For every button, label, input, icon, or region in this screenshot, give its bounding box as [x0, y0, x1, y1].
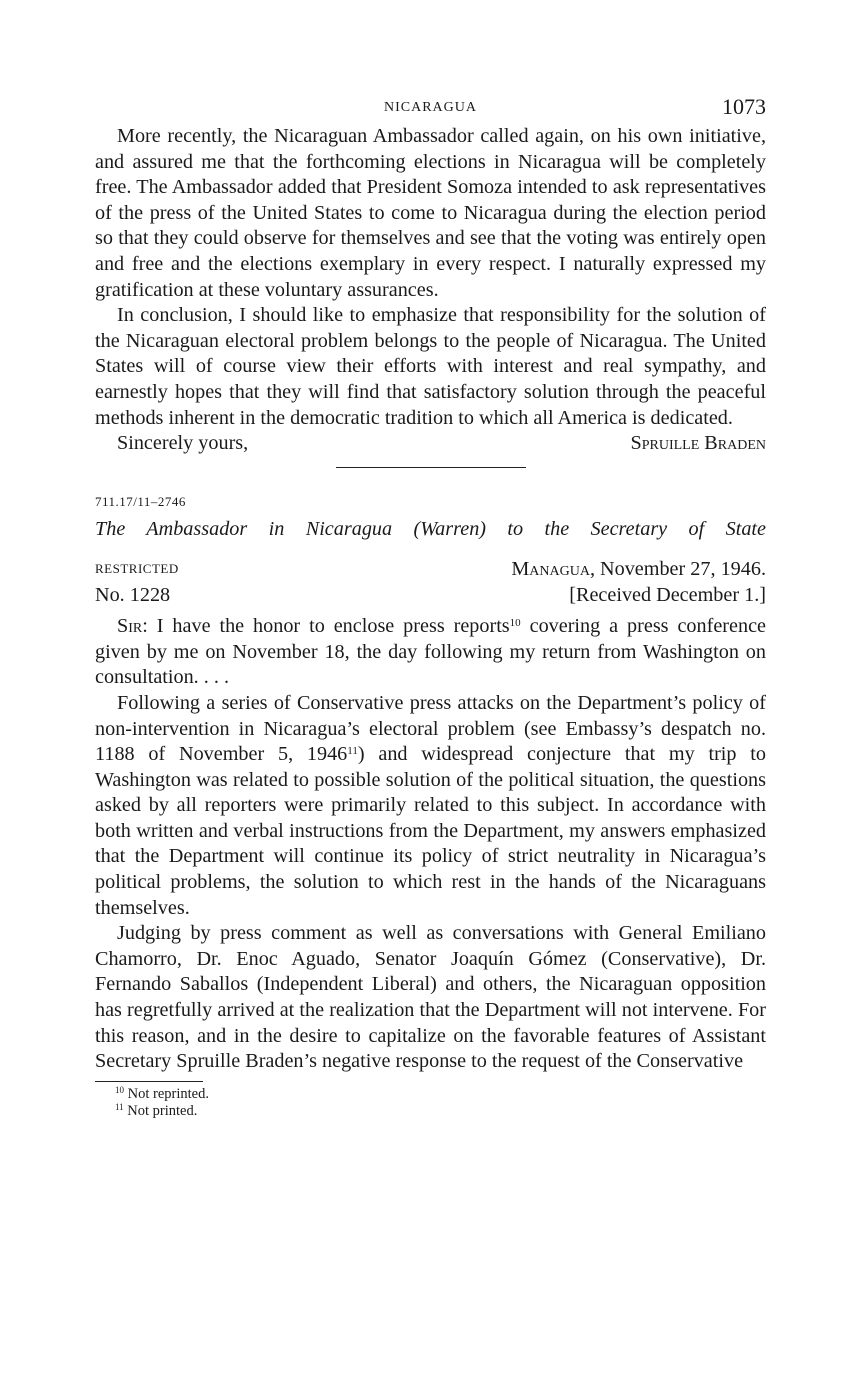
- complimentary-close: Sincerely yours,: [117, 432, 249, 455]
- file-number: 711.17/11–2746: [95, 494, 186, 510]
- doc2-paragraph-3: Judging by press comment as well as conversations with General Emiliano Chamorro, Dr. Enoc Aguado, Senator Joaquín Gómez (Conservative), Dr. Fernando Saballos (Independent Liberal) and others, the Nicaraguan opposition has regretfully arrived at the realization that the Department will not intervene. For this reason, and in the desire to capitalize on the favorable features of Assistant Secretary Spruille Braden’s negative response to the request of the Conservative: [95, 922, 766, 1073]
- footnote-ref-10: 10: [509, 617, 521, 630]
- doc2-paragraph-2-text-a: Following a series of Conservative press attacks on the Department’s policy of non-intervention in Nicaragua’s electoral problem (see Embassy’s despatch no. 1188 of November 5, 1946: [95, 691, 766, 766]
- page-number: 1073: [722, 94, 766, 119]
- footnote-10: [95, 1086, 766, 1103]
- document-title: The Ambassador in Nicaragua (Warren) to the Secretary of State: [95, 518, 766, 541]
- footnote-text: Not reprinted.: [124, 1085, 209, 1102]
- footnote-marker: 11: [115, 1101, 124, 1112]
- salutation: Sir: [117, 615, 143, 638]
- footnote-rule: [95, 1081, 203, 1082]
- dateline-date: , November 27, 1946.: [589, 558, 766, 581]
- dateline: [511, 556, 766, 582]
- letter1-paragraph-1: More recently, the Nicaraguan Ambassador called again, on his own initiative, and assured me that the forthcoming elections in Nicaragua will be completely free. The Ambassador added that President Somoza intended to ask representatives of the press of the United States to come to Nicaragua during the election period so that they could observe for themselves and see that the voting was entirely open and free and the elections exemplary in every respect. I naturally expressed my gratification at these voluntary assurances.: [95, 125, 766, 301]
- dateline-place: Managua: [511, 558, 590, 581]
- doc2-paragraph-2-text-b: ) and widespread conjecture that my trip to Washington was related to possible solution of the political situation, the questions asked by all reporters were primarily related to this subject. In accordance with both written and verbal instructions from the Department, my answers emphasized that the Department will continue its policy of strict neutrality in Nicaragua’s political problems, the solution to which rest in the hands of the Nicaraguans themselves.: [95, 743, 766, 919]
- running-head: NICARAGUA: [384, 100, 477, 115]
- doc2-paragraph-1: [95, 614, 766, 691]
- footnote-text: Not printed.: [123, 1102, 198, 1119]
- footnote-marker: 10: [115, 1084, 124, 1095]
- footnote-11: [95, 1103, 766, 1120]
- number-row: [95, 582, 766, 608]
- letter1-paragraph-2: In conclusion, I should like to emphasize that responsibility for the solution of the Nicaraguan electoral problem belongs to the people of Nicaragua. The United States will of course view their efforts with interest and real sympathy, and earnestly hopes that they will find that satisfactory solution through the peaceful methods inherent in the democratic tradition to which all America is dedicated.: [95, 304, 766, 429]
- doc2-paragraph-1-text-b: covering a press conference given by me on November 18, the day following my return from Washington on consultation. . . .: [95, 615, 766, 689]
- despatch-number: No. 1228: [95, 584, 171, 607]
- doc2-paragraph-1-text-a: : I have the honor to enclose press reports: [142, 615, 510, 638]
- footnote-ref-11: 11: [347, 745, 358, 758]
- section-divider: [336, 467, 526, 468]
- doc2-paragraph-2: [95, 691, 766, 921]
- signature: Spruille Braden: [630, 432, 766, 455]
- document-page: [95, 92, 766, 1120]
- received-date: [Received December 1.]: [569, 584, 766, 607]
- page-header: [95, 92, 766, 124]
- letter1-closing: [95, 431, 766, 457]
- dateline-row: [95, 556, 766, 582]
- classification-label: RESTRICTED: [95, 561, 179, 577]
